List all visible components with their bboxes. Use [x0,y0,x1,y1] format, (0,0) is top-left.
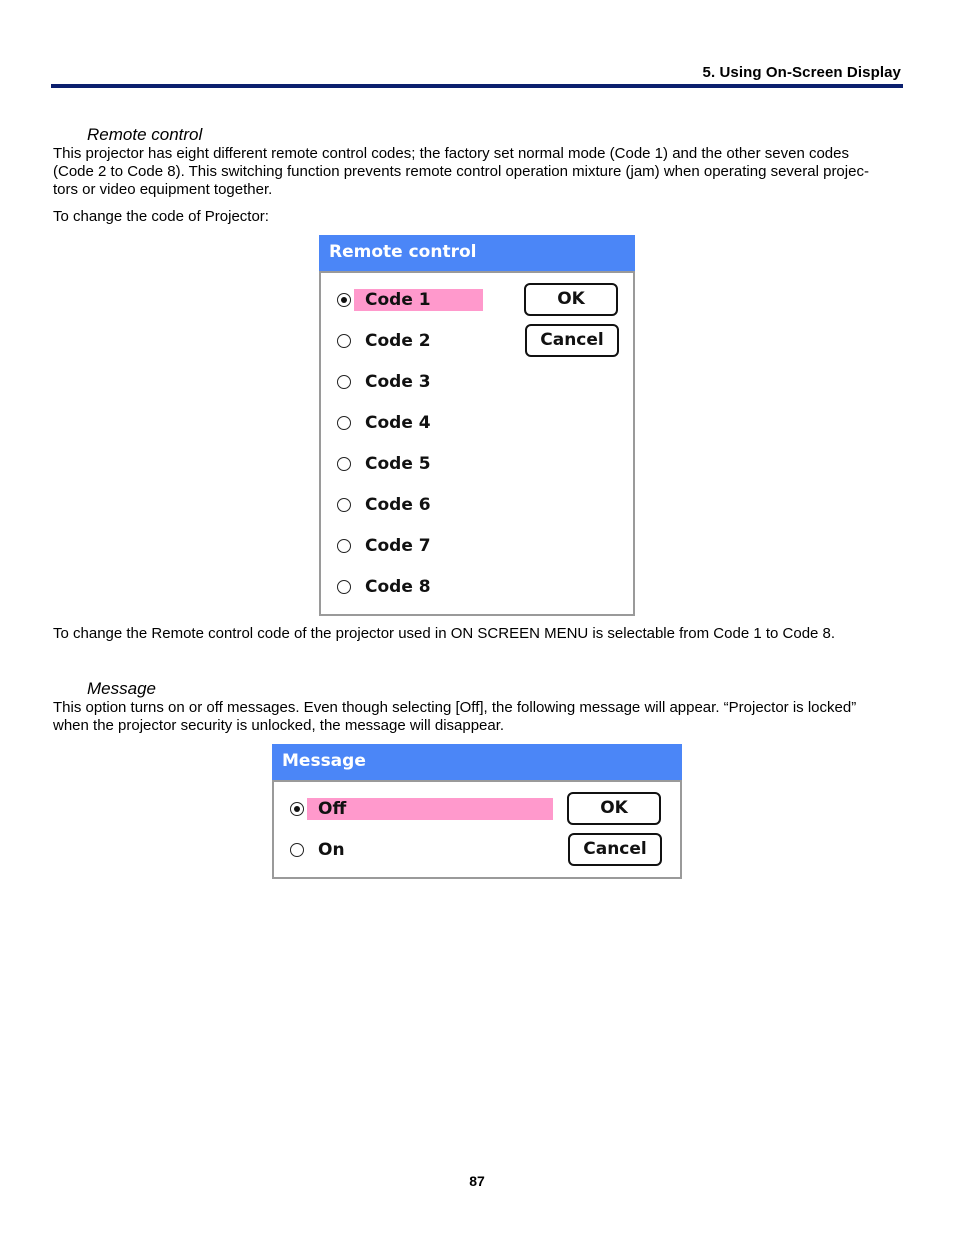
radio-unselected-icon[interactable] [337,375,351,389]
code-3-option[interactable] [337,371,487,395]
radio-unselected-icon[interactable] [337,539,351,553]
option-label: Code 2 [365,331,431,351]
message-dialog [272,744,682,879]
intro-line: (Code 2 to Code 8). This switching function prevents remote control operation mixture (jam) when operating several projec- [53,163,869,180]
remote-control-dialog [319,235,635,616]
message-body [53,699,913,735]
code-4-option[interactable] [337,412,487,436]
body-line: This option turns on or off messages. Even though selecting [Off], the following message will appear. “Projector is locked” [53,699,857,716]
header-divider [51,84,903,88]
ok-button[interactable]: OK [524,283,618,316]
radio-unselected-icon[interactable] [337,498,351,512]
intro-line: tors or video equipment together. [53,181,273,198]
radio-selected-icon[interactable] [290,802,304,816]
message-heading: Message [87,679,156,698]
code-2-option[interactable] [337,330,487,354]
option-label: Code 7 [365,536,431,556]
cancel-button[interactable]: Cancel [568,833,662,866]
radio-unselected-icon[interactable] [337,580,351,594]
option-label: On [318,840,345,860]
on-option[interactable] [290,839,560,863]
radio-selected-icon[interactable] [337,293,351,307]
intro-line: This projector has eight different remote control codes; the factory set normal mode (Code 1) and the other seven codes [53,145,849,162]
remote-control-intro [53,145,913,199]
option-label: Off [318,799,347,819]
option-label: Code 1 [365,290,431,310]
remote-control-note: To change the Remote control code of the projector used in ON SCREEN MENU is selectable from Code 1 to Code 8. [53,625,836,642]
body-line: when the projector security is unlocked, the message will disappear. [53,717,505,734]
code-6-option[interactable] [337,494,487,518]
option-label: Code 5 [365,454,431,474]
cancel-button[interactable]: Cancel [525,324,619,357]
radio-unselected-icon[interactable] [337,416,351,430]
remote-control-instruction: To change the code of Projector: [53,208,269,225]
remote-control-dialog-title: Remote control [319,235,635,271]
radio-unselected-icon[interactable] [337,334,351,348]
code-5-option[interactable] [337,453,487,477]
option-label: Code 8 [365,577,431,597]
option-label: Code 4 [365,413,431,433]
option-label: Code 3 [365,372,431,392]
code-1-option[interactable] [337,289,487,313]
code-7-option[interactable] [337,535,487,559]
ok-button[interactable]: OK [567,792,661,825]
radio-unselected-icon[interactable] [290,843,304,857]
code-8-option[interactable] [337,576,487,600]
page-number: 87 [469,1173,485,1189]
off-option[interactable] [290,798,560,822]
radio-unselected-icon[interactable] [337,457,351,471]
chapter-title: 5. Using On-Screen Display [702,64,901,81]
remote-control-heading: Remote control [87,125,203,144]
option-label: Code 6 [365,495,431,515]
message-dialog-title: Message [272,744,682,780]
